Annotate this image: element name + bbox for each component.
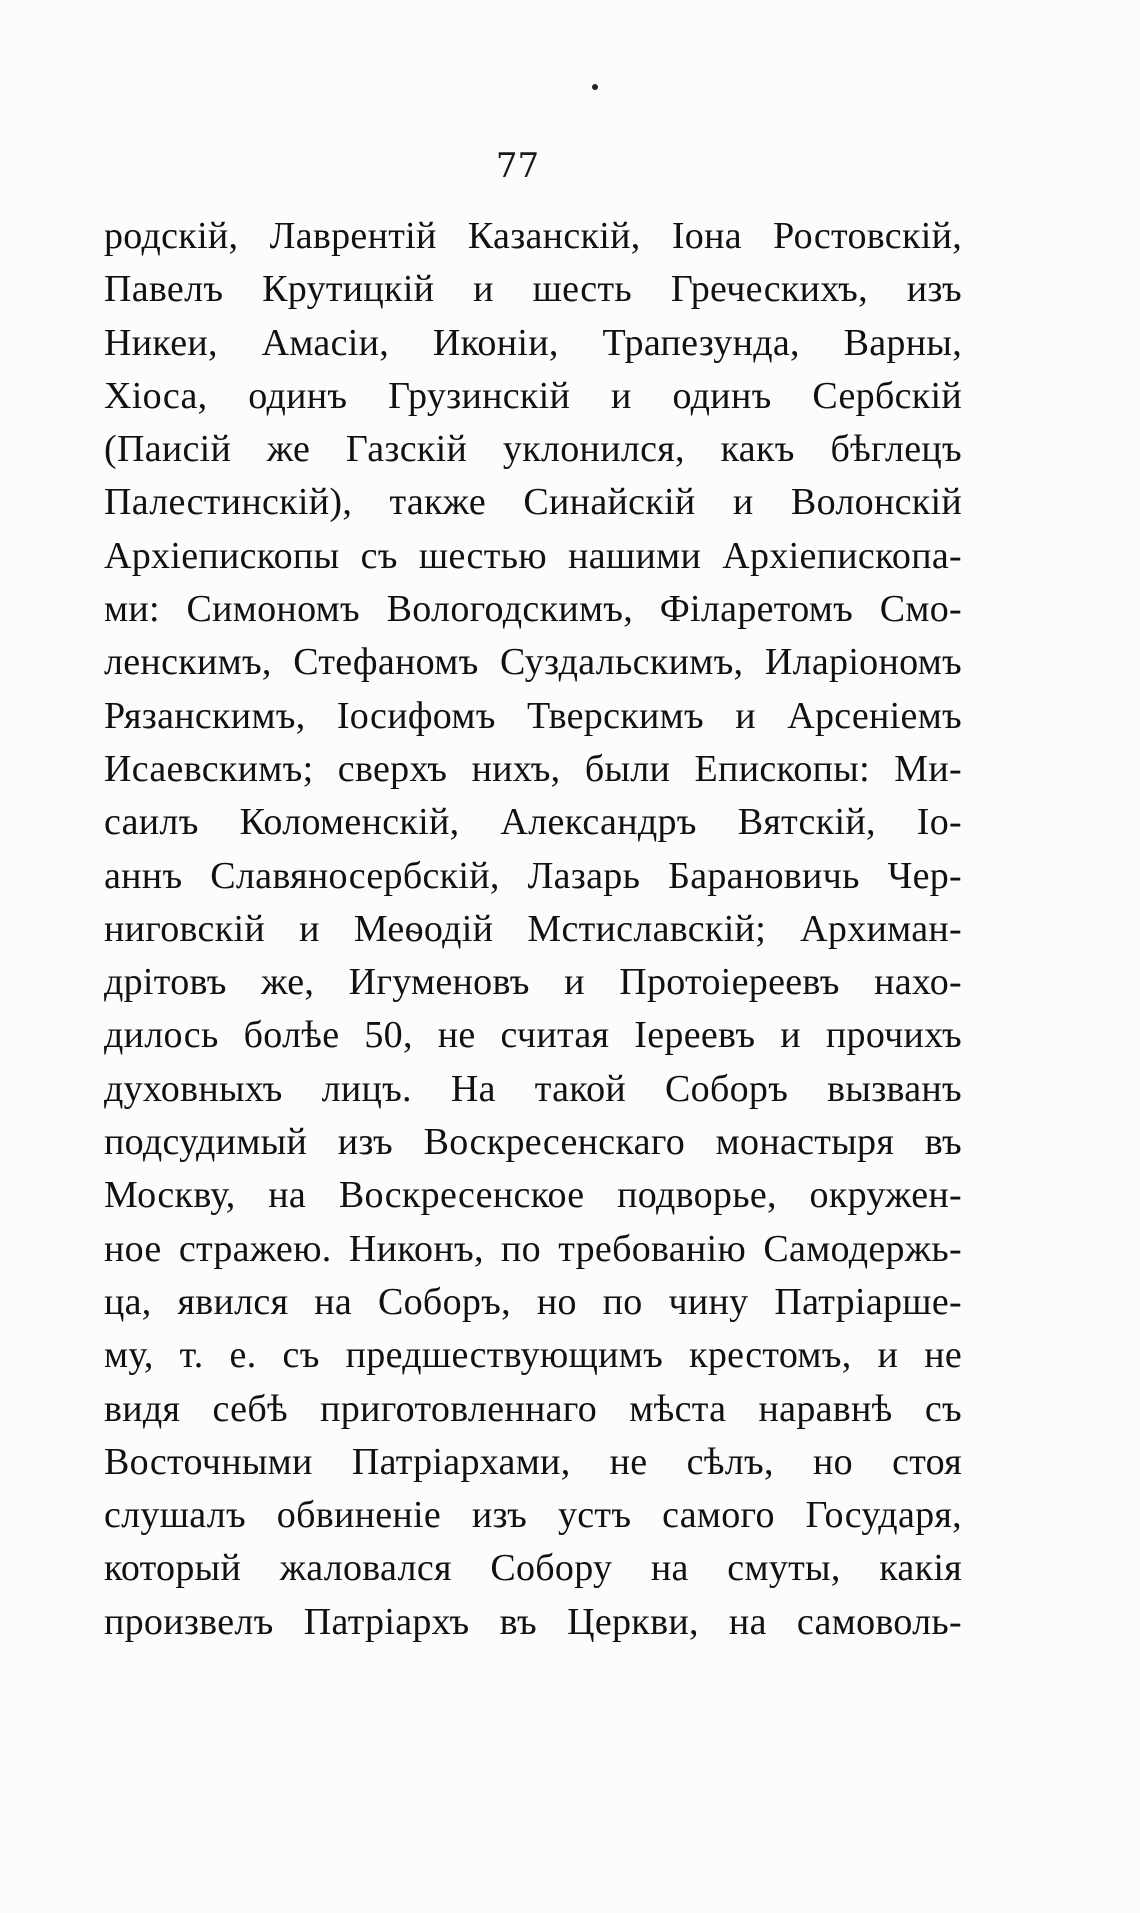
text-line: подсудимый изъ Воскресенскаго монастыря въ xyxy=(104,1121,962,1164)
text-line: ное стражею. Никонъ, по требованію Самодержь- xyxy=(104,1227,962,1270)
text-line: Исаевскимъ; сверхъ нихъ, были Епископы: Ми- xyxy=(104,747,962,790)
text-line: который жаловался Собору на смуты, какія xyxy=(104,1547,962,1590)
text-line: (Паисій же Газскій уклонился, какъ бѣглецъ xyxy=(104,428,962,471)
body-text xyxy=(104,210,962,1649)
text-line: Хіоса, одинъ Грузинскій и одинъ Сербскій xyxy=(104,374,962,417)
text-line: ми: Симономъ Вологодскимъ, Філаретомъ Смо- xyxy=(104,588,962,631)
text-line: ленскимъ, Стефаномъ Суздальскимъ, Иларіономъ xyxy=(104,641,962,684)
text-line: Палестинскій), также Синайскій и Волонскій xyxy=(104,481,962,524)
text-line: видя себѣ приготовленнаго мѣста наравнѣ съ xyxy=(104,1387,962,1430)
text-line: му, т. е. съ предшествующимъ крестомъ, и не xyxy=(104,1334,962,1377)
text-line: ца, явился на Соборъ, но по чину Патріарше- xyxy=(104,1280,962,1323)
text-line: Восточными Патріархами, не сѣлъ, но стоя xyxy=(104,1440,962,1483)
text-line: Павелъ Крутицкій и шесть Греческихъ, изъ xyxy=(104,268,962,311)
text-line: аннъ Славяносербскій, Лазарь Барановичь Чер- xyxy=(104,854,962,897)
page-number: 77 xyxy=(495,146,540,186)
text-line: произвелъ Патріархъ въ Церкви, на самоволь- xyxy=(104,1600,962,1643)
text-line: слушалъ обвиненіе изъ устъ самого Государя, xyxy=(104,1494,962,1537)
text-line: родскій, Лаврентій Казанскій, Іона Ростовскій, xyxy=(104,215,962,257)
text-line: Архіепископы съ шестью нашими Архіепископа- xyxy=(104,534,962,577)
ink-speck xyxy=(592,84,598,90)
text-line: дилось болѣе 50, не считая Іереевъ и прочихъ xyxy=(104,1014,962,1057)
text-line: Москву, на Воскресенское подворье, окружен- xyxy=(104,1174,962,1217)
text-line: ниговскій и Меѳодій Мстиславскій; Архиман- xyxy=(104,907,962,950)
text-line: духовныхъ лицъ. На такой Соборъ вызванъ xyxy=(104,1067,962,1110)
text-line: саилъ Коломенскій, Александръ Вятскій, Іо- xyxy=(104,801,962,844)
text-line: дрітовъ же, Игуменовъ и Протоіереевъ нахо- xyxy=(104,961,962,1004)
text-line: Никеи, Амасіи, Иконіи, Трапезунда, Варны, xyxy=(104,321,962,364)
text-line: Рязанскимъ, Іосифомъ Тверскимъ и Арсеніемъ xyxy=(104,694,962,737)
